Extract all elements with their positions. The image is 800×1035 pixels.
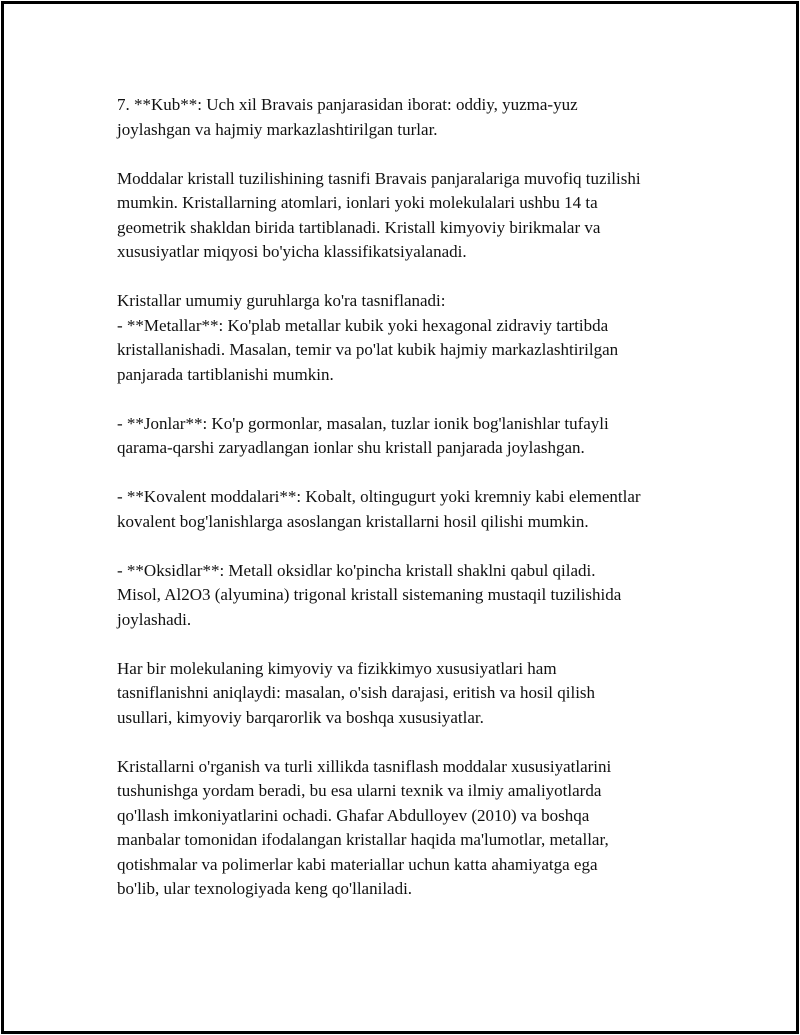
paragraph-cubic-lattice: 7. **Kub**: Uch xil Bravais panjarasidan iborat: oddiy, yuzma-yuz joylashgan va hajmiy markazlashtirilgan turlar. <box>117 95 578 139</box>
paragraph-ions: - **Jonlar**: Ko'p gormonlar, masalan, tuzlar ionik bog'lanishlar tufayli qarama-qarshi zaryadlangan ionlar shu kristall panjarada joylashgan. <box>117 413 609 457</box>
paragraph-covalent: - **Kovalent moddalari**: Kobalt, oltingugurt yoki kremniy kabi elementlar kovalent bog'lanishlarga asoslangan kristallarni hosil qilishi mumkin. <box>117 487 641 531</box>
paragraph-oxides: - **Oksidlar**: Metall oksidlar ko'pincha kristall shaklni qabul qiladi. Misol, Al2O3 (alyumina) trigonal kristall sistemaning mustaqil tuzilishida joylashadi. <box>117 560 622 629</box>
paragraph-properties: Har bir molekulaning kimyoviy va fizikkimyo xususiyatlari ham tasniflanishni aniqlaydi: masalan, o'sish darajasi, eritish va hosil qilish usullari, kimyoviy barqarorlik va boshqa xususiyatlar. <box>117 658 596 727</box>
paragraph-conclusion: Kristallarni o'rganish va turli xillikda tasniflash moddalar xususiyatlarini tushunishga yordam beradi, bu esa ularni texnik va ilmiy amaliyotlarda qo'llash imkoniyatlarini ochadi. Ghafar Abdulloyev (2010) va boshqa manbalar tomonidan ifodalangan kristallar haqida ma'lumotlar, metallar, qotishmalar va polimerlar kabi materiallar uchun katta ahamiyatga ega bo'lib, ular texnologiyada keng qo'llaniladi. <box>117 756 612 898</box>
paragraph-metals: Kristallar umumiy guruhlarga ko'ra tasniflanadi: - **Metallar**: Ko'plab metallar kubik yoki hexagonal zidraviy tartibda kristallanishadi. Masalan, temir va po'lat kubik hajmiy markazlashtirilgan panjarada tartiblanishi mumkin. <box>117 291 619 384</box>
document-body <box>117 93 717 902</box>
paragraph-bravais-classification: Moddalar kristall tuzilishining tasnifi Bravais panjaralariga muvofiq tuzilishi mumkin. Kristallarning atomlari, ionlari yoki molekulalari ushbu 14 ta geometrik shakldan birida tartiblanadi. Kristall kimyoviy birikmalar va xususiyatlar miqyosi bo'yicha klassifikatsiyalanadi. <box>117 168 641 261</box>
